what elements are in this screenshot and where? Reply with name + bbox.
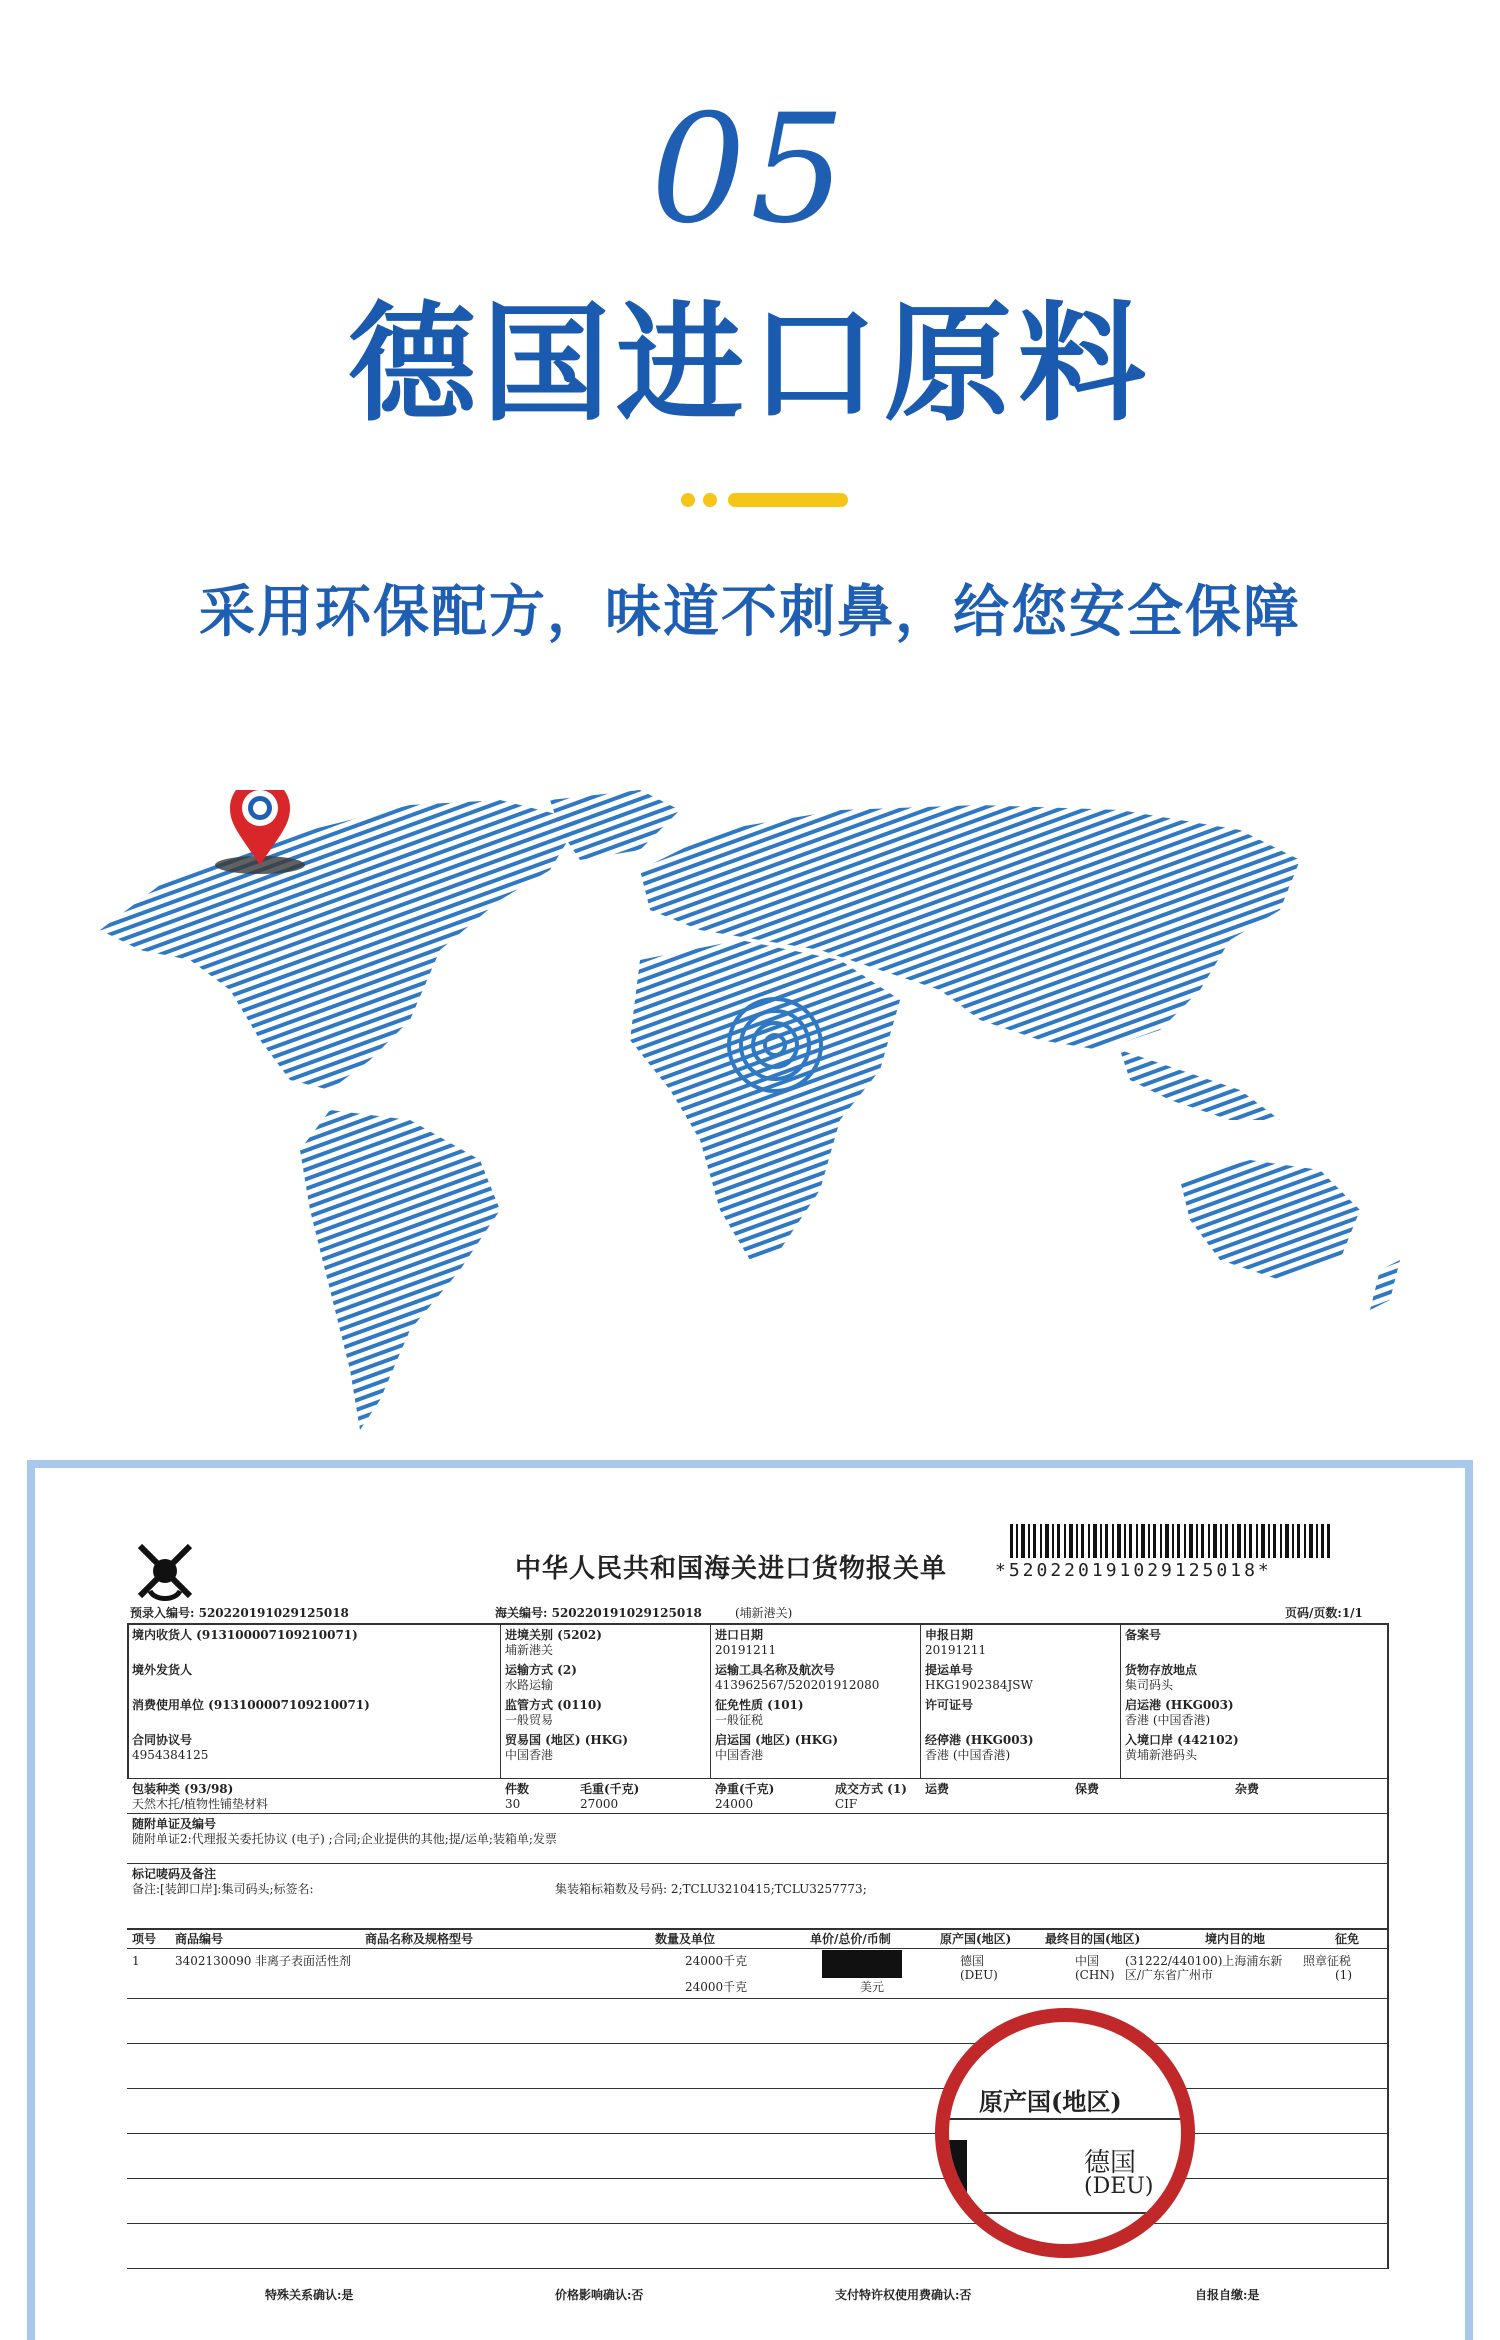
goods-destination: 中国 <box>1075 1954 1100 1968</box>
misc-label: 杂费 <box>1235 1782 1260 1796</box>
page-title: 德国进口原料 <box>347 290 1152 439</box>
deal-mode-value: CIF <box>835 1797 858 1811</box>
goods-header-destination: 最终目的国(地区) <box>1045 1932 1141 1946</box>
transport-tool-label: 运输工具名称及航次号 <box>715 1663 836 1677</box>
contract-value: 4954384125 <box>132 1748 209 1762</box>
magnifier-code: (DEU) <box>1084 2174 1154 2199</box>
net-weight-value: 24000 <box>715 1797 754 1811</box>
goods-qty-1: 24000千克 <box>685 1954 748 1968</box>
goods-header-tax: 征免 <box>1335 1932 1360 1946</box>
consumer-label: 消费使用单位 (913100007109210071) <box>132 1698 370 1712</box>
origin-country-label: 启运国 (地区) (HKG) <box>715 1733 839 1747</box>
barcode <box>1010 1524 1330 1558</box>
consignee-label: 境内收货人 (913100007109210071) <box>132 1628 358 1642</box>
declare-date-label: 申报日期 <box>925 1628 974 1642</box>
customs-declaration <box>35 1468 1465 2340</box>
marks-value: 备注:[装卸口岸]:集司码头;标签名: <box>132 1882 314 1896</box>
magnifier-label: 原产国(地区) <box>979 2087 1122 2116</box>
deal-mode-label: 成交方式 (1) <box>835 1782 907 1796</box>
departure-port-label: 启运港 (HKG003) <box>1125 1698 1234 1712</box>
barcode-number: *520220191029125018* <box>995 1560 1272 1581</box>
overseas-shipper-label: 境外发货人 <box>132 1663 193 1677</box>
entry-place-value: 黄埔新港码头 <box>1125 1748 1198 1762</box>
goods-destination-code: (CHN) <box>1075 1968 1115 1982</box>
departure-port-value: 香港 (中国香港) <box>1125 1713 1211 1727</box>
goods-header-name: 商品名称及规格型号 <box>365 1932 474 1946</box>
trade-country-label: 贸易国 (地区) (HKG) <box>505 1733 629 1747</box>
attached-docs-value: 随附单证2:代理报关委托协议 (电子) ;合同;企业提供的其他;提/运单;装箱单;发票 <box>132 1832 557 1846</box>
storage-label: 货物存放地点 <box>1125 1663 1198 1677</box>
transport-mode-label: 运输方式 (2) <box>505 1663 577 1677</box>
attached-docs-label: 随附单证及编号 <box>132 1817 217 1831</box>
magnifier-country: 德国 <box>1084 2148 1137 2178</box>
customs-declaration-frame <box>27 1460 1473 2340</box>
pieces-label: 件数 <box>505 1782 530 1796</box>
gross-weight-value: 27000 <box>580 1797 619 1811</box>
magnifier-redaction <box>949 2140 967 2196</box>
customs-emblem-icon <box>130 1536 200 1606</box>
customs-no: 海关编号: 520220191029125018 <box>495 1606 702 1620</box>
trade-country-value: 中国香港 <box>505 1748 554 1762</box>
declare-date-value: 20191211 <box>925 1643 987 1657</box>
entry-place-label: 入境口岸 (442102) <box>1125 1733 1239 1747</box>
goods-tax: 照章征税 <box>1303 1954 1352 1968</box>
transport-mode-value: 水路运输 <box>505 1678 554 1692</box>
origin-magnifier <box>935 2008 1195 2258</box>
tax-nature-label: 征免性质 (101) <box>715 1698 804 1712</box>
package-label: 包装种类 (93/98) <box>132 1782 234 1796</box>
tax-nature-value: 一般征税 <box>715 1713 764 1727</box>
bill-no-value: HKG1902384JSW <box>925 1678 1033 1692</box>
via-port-label: 经停港 (HKG003) <box>925 1733 1034 1747</box>
origin-country-value: 中国香港 <box>715 1748 764 1762</box>
royalty: 支付特许权使用费确认:否 <box>835 2288 972 2302</box>
special-relation: 特殊关系确认:是 <box>265 2288 354 2302</box>
pre-entry-no: 预录入编号: 520220191029125018 <box>130 1606 349 1620</box>
entry-port-label: 进境关别 (5202) <box>505 1628 602 1642</box>
storage-value: 集司码头 <box>1125 1678 1174 1692</box>
goods-domestic-dest: (31222/440100)上海浦东新区/广东省广州市 <box>1125 1954 1283 1982</box>
supervision-value: 一般贸易 <box>505 1713 554 1727</box>
section-number: 05 <box>650 83 850 257</box>
goods-currency: 美元 <box>860 1980 885 1994</box>
entry-port-value: 埔新港关 <box>505 1643 554 1657</box>
pieces-value: 30 <box>505 1797 521 1811</box>
license-label: 许可证号 <box>925 1698 974 1712</box>
goods-header-origin: 原产国(地区) <box>940 1932 1012 1946</box>
goods-tax-code: (1) <box>1335 1968 1352 1982</box>
goods-qty-2: 24000千克 <box>685 1980 748 1994</box>
redaction-block <box>822 1950 902 1978</box>
goods-header-code: 商品编号 <box>175 1932 224 1946</box>
via-port-value: 香港 (中国香港) <box>925 1748 1011 1762</box>
goods-origin-code: (DEU) <box>960 1968 998 1982</box>
self-report: 自报自缴:是 <box>1195 2288 1260 2302</box>
price-effect: 价格影响确认:否 <box>555 2288 644 2302</box>
record-no-label: 备案号 <box>1125 1628 1162 1642</box>
goods-name: 非离子表面活性剂 <box>255 1954 352 1968</box>
supervision-label: 监管方式 (0110) <box>505 1698 602 1712</box>
package-value: 天然木托/植物性铺垫材料 <box>132 1797 269 1811</box>
contract-label: 合同协议号 <box>132 1733 193 1747</box>
goods-index: 1 <box>132 1954 140 1968</box>
port-note: (埔新港关) <box>735 1606 793 1620</box>
form-title: 中华人民共和国海关进口货物报关单 <box>515 1554 948 1584</box>
location-pin-icon <box>215 790 305 874</box>
goods-header-index: 项号 <box>132 1932 157 1946</box>
world-map <box>80 790 1420 1440</box>
page-number: 页码/页数:1/1 <box>1285 1606 1363 1620</box>
goods-origin: 德国 <box>960 1954 985 1968</box>
subtitle: 采用环保配方，味道不刺鼻，给您安全保障 <box>199 580 1301 645</box>
title-divider <box>680 492 850 508</box>
transport-tool-value: 413962567/520201912080 <box>715 1678 880 1692</box>
insurance-label: 保费 <box>1075 1782 1100 1796</box>
goods-header-domestic: 境内目的地 <box>1205 1932 1266 1946</box>
marks-label: 标记唛码及备注 <box>132 1867 217 1881</box>
import-date-label: 进口日期 <box>715 1628 764 1642</box>
gross-weight-label: 毛重(千克) <box>580 1782 640 1796</box>
goods-header-price: 单价/总价/币制 <box>810 1932 891 1946</box>
freight-label: 运费 <box>925 1782 950 1796</box>
bill-no-label: 提运单号 <box>925 1663 974 1677</box>
hero-section <box>0 0 1500 700</box>
import-date-value: 20191211 <box>715 1643 777 1657</box>
net-weight-label: 净重(千克) <box>715 1782 775 1796</box>
goods-header-qty: 数量及单位 <box>655 1932 716 1946</box>
goods-code: 3402130090 <box>175 1954 252 1968</box>
container-info: 集装箱标箱数及号码: 2;TCLU3210415;TCLU3257773; <box>555 1882 867 1896</box>
